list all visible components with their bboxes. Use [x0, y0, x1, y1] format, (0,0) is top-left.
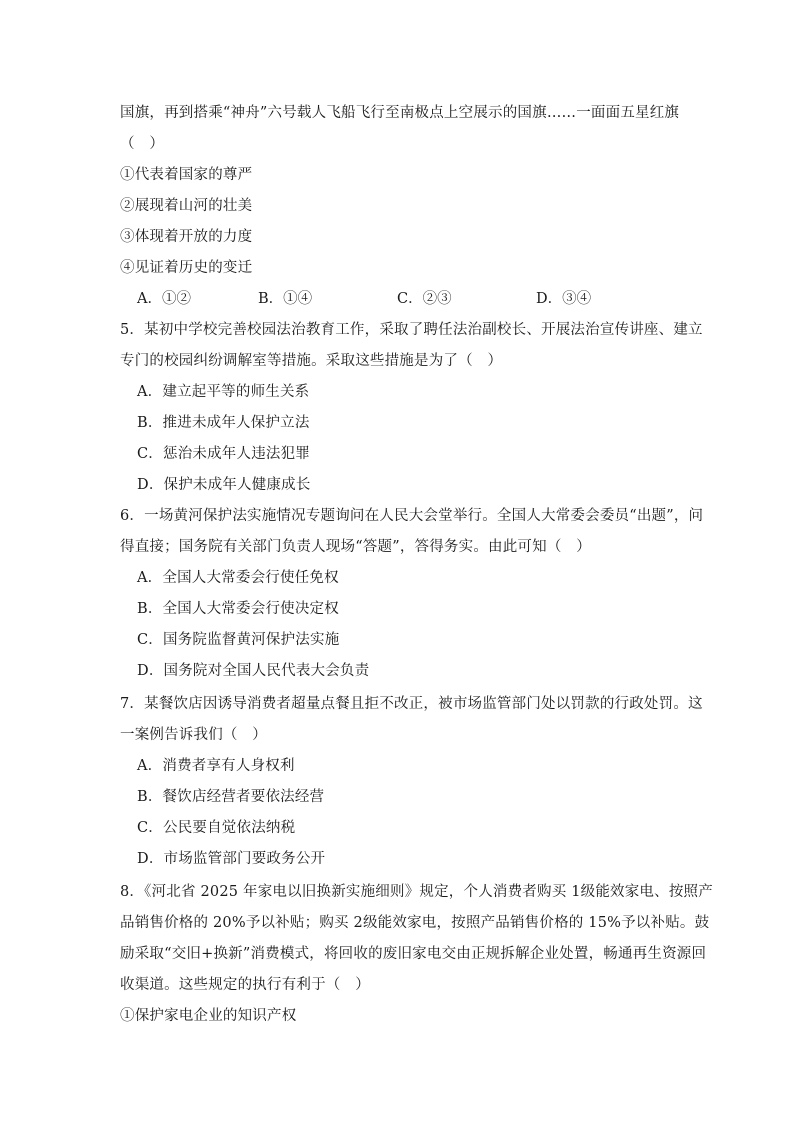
q8-stem-line-3: 励采取“交旧+换新”消费模式，将回收的废旧家电交由正规拆解企业处置，畅通再生资源回 [120, 946, 707, 962]
q7-stem-line-1: 7．某餐饮店因诱导消费者超量点餐且拒不改正，被市场监管部门处以罚款的行政处罚。这 [120, 696, 703, 712]
q5-option-b[interactable]: B．推进未成年人保护立法 [137, 415, 310, 431]
q4-stem-line-1: 国旗，再到搭乘“神舟”六号载人飞船飞行至南极点上空展示的国旗……一面面五星红旗 [120, 105, 680, 121]
q7-stem-line-2: 一案例告诉我们（ ） [120, 727, 267, 743]
q4-option-c[interactable]: C．②③ [397, 291, 452, 307]
q6-stem-line-2: 得直接；国务院有关部门负责人现场“答题”，答得务实。由此可知（ ） [120, 539, 591, 555]
q5-option-d[interactable]: D．保护未成年人健康成长 [137, 477, 311, 493]
q7-option-b[interactable]: B．餐饮店经营者要依法经营 [137, 789, 325, 805]
q4-stem-line-2: （ ） [120, 136, 165, 152]
q8-stem-line-1: 8．《河北省 2025 年家电以旧换新实施细则》规定，个人消费者购买 1级能效家电、按照产 [120, 884, 713, 900]
q7-option-c[interactable]: C．公民要自觉依法纳税 [137, 820, 296, 836]
q7-option-a[interactable]: A．消费者享有人身权利 [137, 758, 295, 774]
q4-statement-1: ①代表着国家的尊严 [120, 167, 253, 183]
q4-option-a[interactable]: A．①② [137, 291, 191, 307]
q8-stem-line-4: 收渠道。这些规定的执行有利于（ ） [120, 977, 370, 993]
q4-options-row [0, 289, 794, 309]
q7-option-d[interactable]: D．市场监管部门要政务公开 [137, 851, 326, 867]
q6-option-b[interactable]: B．全国人大常委会行使决定权 [137, 601, 339, 617]
q4-option-d[interactable]: D．③④ [536, 291, 592, 307]
q5-option-c[interactable]: C．惩治未成年人违法犯罪 [137, 446, 310, 462]
q4-statement-2: ②展现着山河的壮美 [120, 198, 253, 214]
q8-stem-line-2: 品销售价格的 20%予以补贴；购买 2级能效家电，按照产品销售价格的 15%予以补贴。鼓 [120, 915, 710, 931]
q6-option-c[interactable]: C．国务院监督黄河保护法实施 [137, 632, 340, 648]
q6-option-d[interactable]: D．国务院对全国人民代表大会负责 [137, 663, 370, 679]
q6-stem-line-1: 6．一场黄河保护法实施情况专题询问在人民大会堂举行。全国人大常委会委员“出题”，问 [120, 508, 704, 524]
q5-stem-line-2: 专门的校园纠纷调解室等措施。采取这些措施是为了（ ） [120, 353, 503, 369]
q8-statement-1: ①保护家电企业的知识产权 [120, 1008, 297, 1024]
q4-statement-3: ③体现着开放的力度 [120, 229, 253, 245]
q4-statement-4: ④见证着历史的变迁 [120, 260, 253, 276]
q6-option-a[interactable]: A．全国人大常委会行使任免权 [137, 570, 339, 586]
q5-option-a[interactable]: A．建立起平等的师生关系 [137, 384, 310, 400]
q4-option-b[interactable]: B．①④ [258, 291, 313, 307]
q5-stem-line-1: 5．某初中学校完善校园法治教育工作，采取了聘任法治副校长、开展法治宣传讲座、建立 [120, 322, 703, 338]
